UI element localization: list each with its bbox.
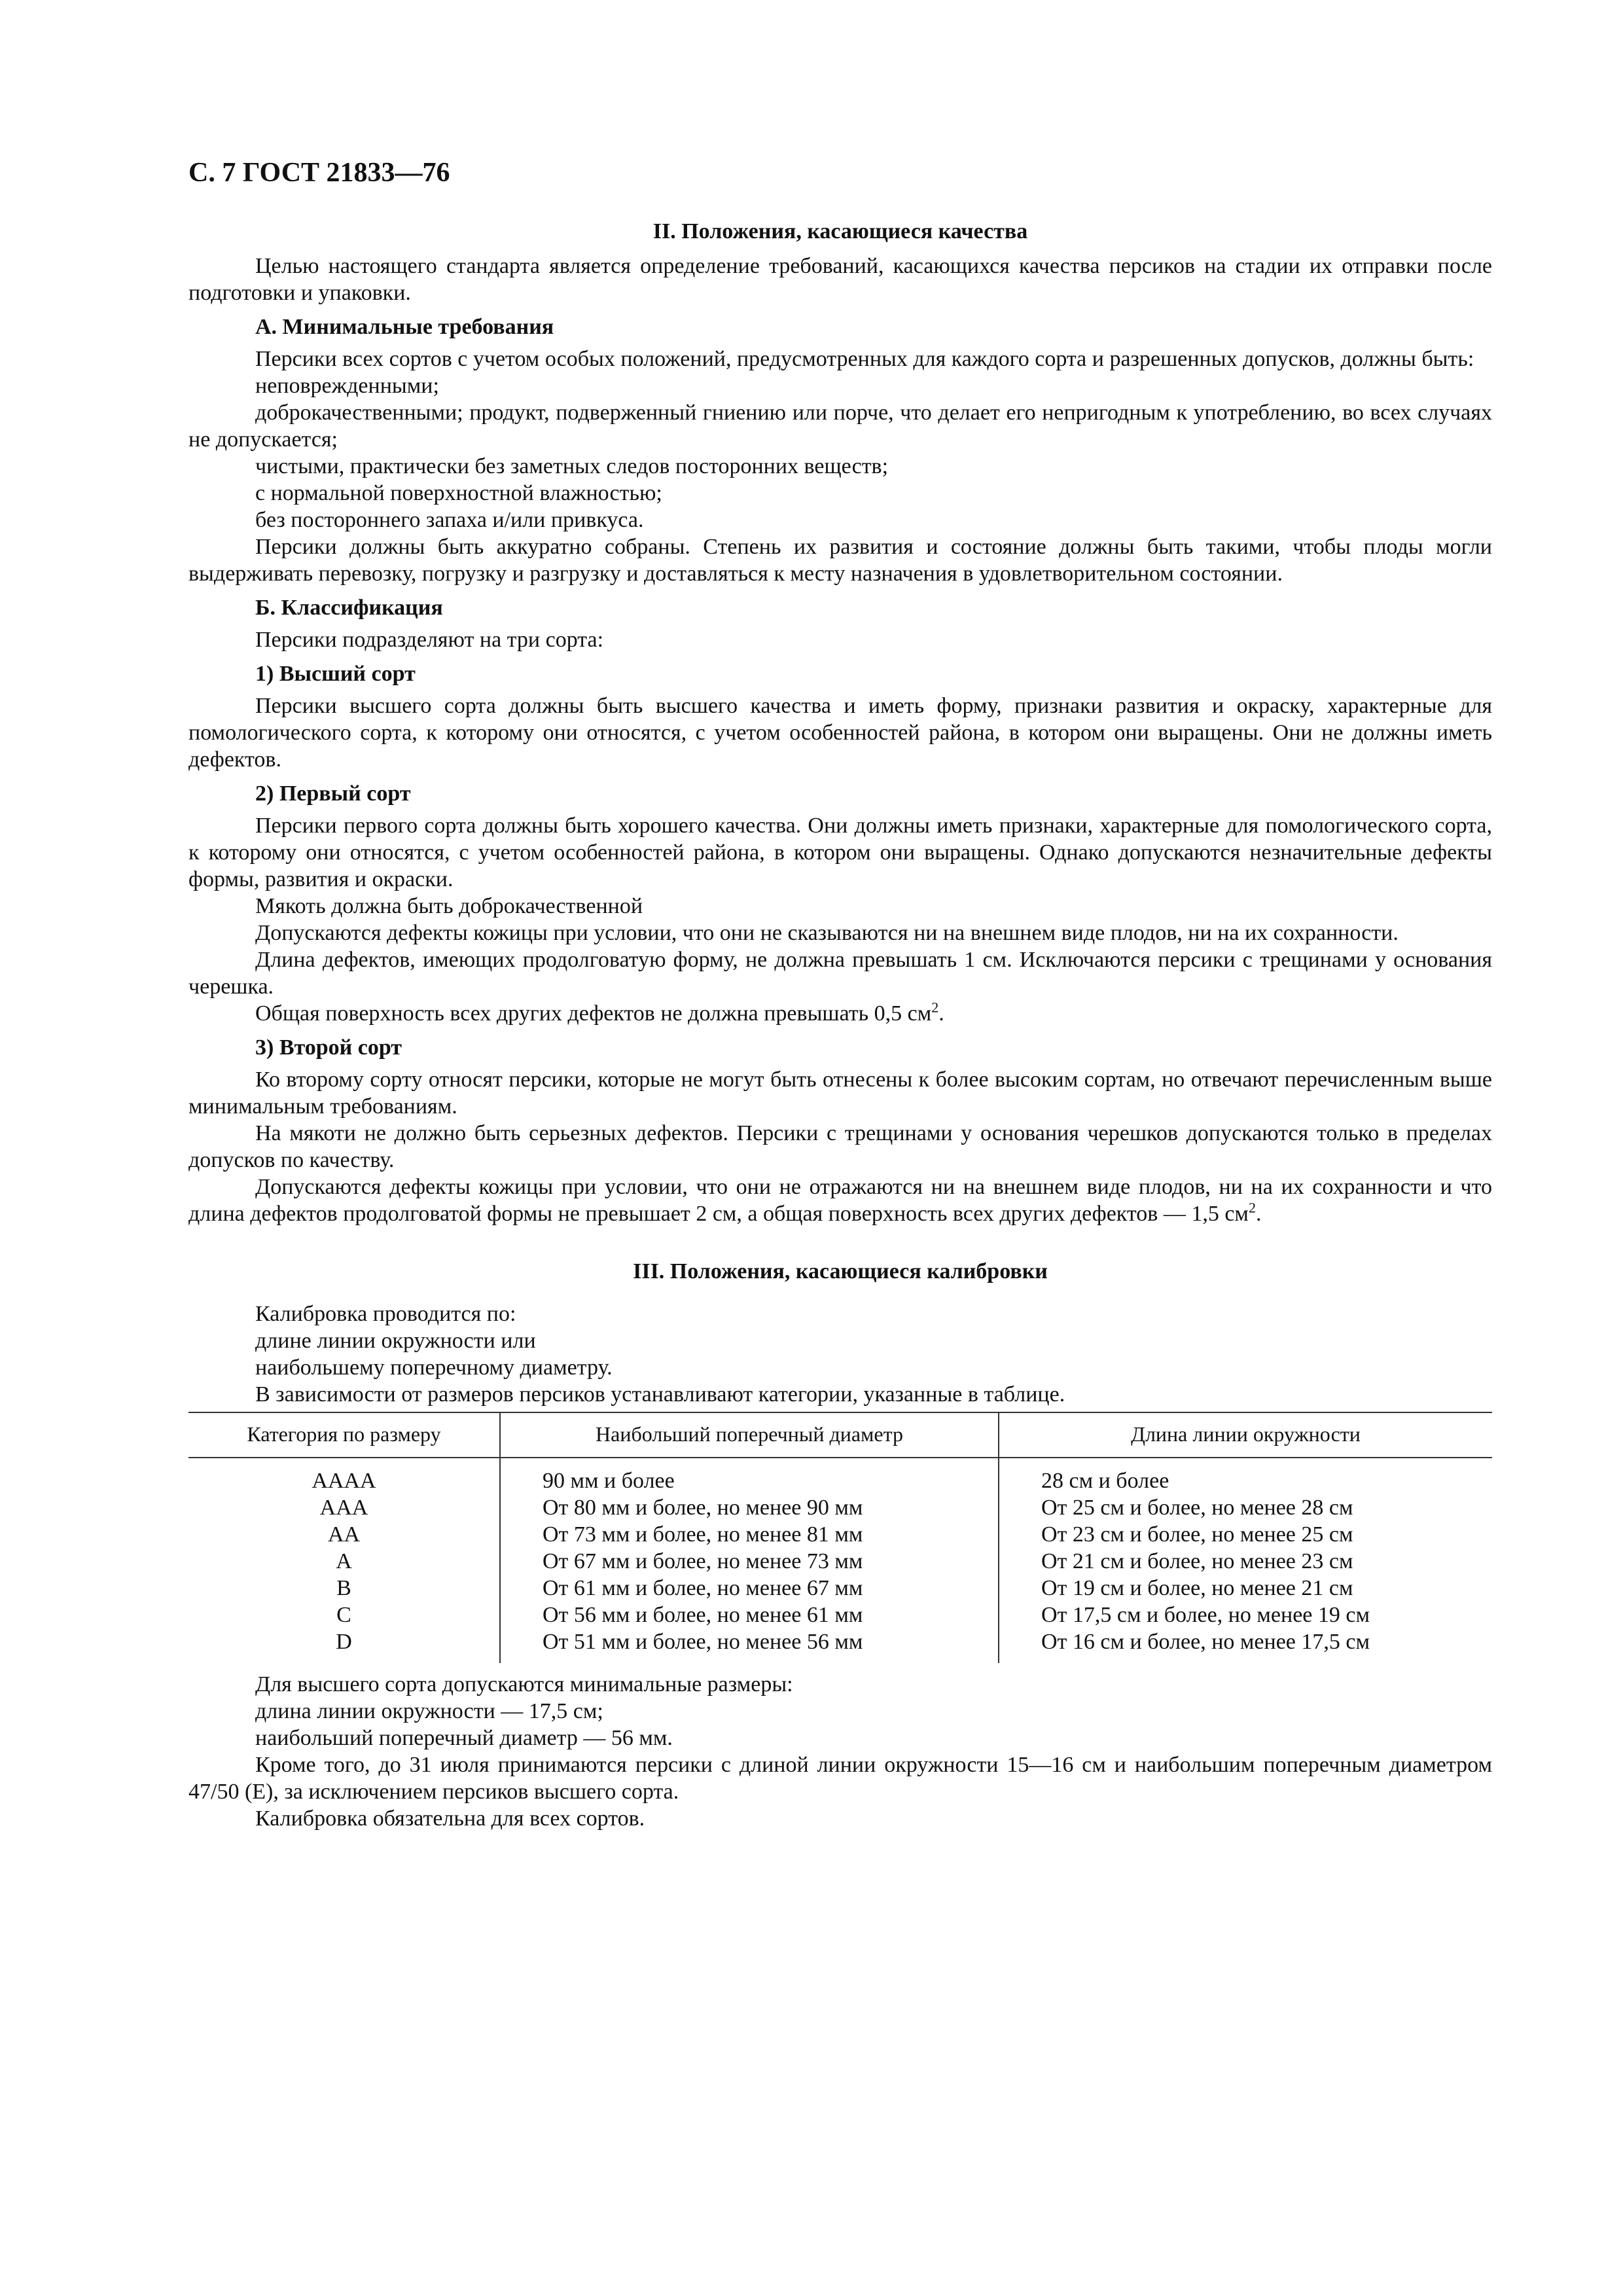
paragraph: Ко второму сорту относят персики, которые не могут быть отнесены к более высоким сортам, но отвечают перечисленным выше минимальным требованиям.: [188, 1067, 1492, 1119]
list-item: чистыми, практически без заметных следов посторонних веществ;: [255, 454, 889, 478]
paragraph: В зависимости от размеров персиков устанавливают категории, указанные в таблице.: [255, 1382, 1065, 1407]
paragraph: Мякоть должна быть доброкачественной: [255, 894, 643, 918]
diameter-cell: От 67 мм и более, но менее 73 мм: [500, 1548, 999, 1575]
paragraph-end: .: [1255, 1202, 1262, 1226]
header-diameter: Наибольший поперечный диаметр: [500, 1412, 999, 1458]
paragraph: Персики должны быть аккуратно собраны. Степень их развития и состояние должны быть такими, чтобы плоды могли выдерживать перевозку, погрузку и разгрузку и доставляться к месту назначения в удовлетворительном состоянии.: [188, 535, 1492, 586]
section-2-title: II. Положения, касающиеся качества: [652, 219, 1028, 243]
grade-premium-title: 1) Высший сорт: [255, 662, 416, 686]
superscript: 2: [1248, 1199, 1256, 1216]
paragraph: Длина дефектов, имеющих продолговатую форму, не должна превышать 1 см. Исключаются персики с трещинами у основания черешка.: [188, 948, 1492, 999]
diameter-cell: От 80 мм и более, но менее 90 мм: [500, 1494, 999, 1521]
paragraph: Персики высшего сорта должны быть высшего качества и иметь форму, признаки развития и окраску, характерные для помологического сорта, к которому они относятся, с учетом особенностей района, в котором они выращены. Они не должны иметь дефектов.: [188, 694, 1492, 772]
table-row: [188, 1458, 1492, 1494]
list-item: с нормальной поверхностной влажностью;: [255, 481, 662, 505]
header-circumference: Длина линии окружности: [999, 1412, 1492, 1458]
category-cell: AAA: [319, 1496, 368, 1520]
table-row: [188, 1521, 1492, 1548]
circumference-cell: От 21 см и более, но менее 23 см: [999, 1548, 1492, 1575]
circumference-cell: От 23 см и более, но менее 25 см: [999, 1521, 1492, 1548]
grade-first-title: 2) Первый сорт: [255, 781, 411, 806]
list-item: наибольший поперечный диаметр — 56 мм.: [255, 1726, 673, 1750]
classification-title: Б. Классификация: [255, 596, 443, 620]
superscript: 2: [931, 999, 939, 1016]
list-item: наибольшему поперечному диаметру.: [255, 1355, 613, 1380]
paragraph-text: Допускаются дефекты кожицы при условии, что они не отражаются ни на внешнем виде плодов, ни на их сохранности и что длина дефектов продолговатой формы не превышает 2 см, а общая поверхность всех других дефектов — 1,5 см: [188, 1175, 1492, 1226]
grade-second-title: 3) Второй сорт: [255, 1035, 402, 1060]
paragraph: На мякоти не должно быть серьезных дефектов. Персики с трещинами у основания черешков допускаются только в пределах допусков по качеству.: [188, 1121, 1492, 1172]
paragraph: Персики всех сортов с учетом особых положений, предусмотренных для каждого сорта и разрешенных допусков, должны быть:: [255, 347, 1474, 371]
diameter-cell: От 73 мм и более, но менее 81 мм: [500, 1521, 999, 1548]
paragraph-end: .: [938, 1001, 944, 1026]
category-cell: A: [336, 1549, 352, 1573]
list-item: длине линии окружности или: [255, 1329, 536, 1353]
paragraph: [188, 1000, 1492, 1027]
diameter-cell: От 61 мм и более, но менее 67 мм: [500, 1575, 999, 1602]
paragraph: Кроме того, до 31 июля принимаются персики с длиной линии окружности 15—16 см и наибольшим поперечным диаметром 47/50 (Е), за исключением персиков высшего сорта.: [188, 1753, 1492, 1804]
table-row: [188, 1628, 1492, 1663]
paragraph: Допускаются дефекты кожицы при условии, что они не сказываются ни на внешнем виде плодов, ни на их сохранности.: [255, 921, 1399, 945]
section-3-title: III. Положения, касающиеся калибровки: [633, 1259, 1048, 1283]
category-cell: AAAA: [312, 1469, 376, 1493]
list-item: длина линии окружности — 17,5 см;: [255, 1699, 603, 1723]
circumference-cell: От 16 см и более, но менее 17,5 см: [999, 1628, 1492, 1663]
document-page: [188, 154, 1492, 1832]
size-category-table: [188, 1412, 1492, 1663]
category-cell: C: [336, 1603, 351, 1627]
table-row: [188, 1575, 1492, 1602]
section-2-intro: Целью настоящего стандарта является определение требований, касающихся качества персиков на стадии их отправки после подготовки и упаковки.: [188, 254, 1492, 305]
page-header: С. 7 ГОСТ 21833—76: [188, 158, 450, 188]
diameter-cell: От 51 мм и более, но менее 56 мм: [500, 1628, 999, 1663]
paragraph: Персики подразделяют на три сорта:: [255, 628, 604, 652]
paragraph: Калибровка обязательна для всех сортов.: [255, 1806, 645, 1831]
table-row: [188, 1548, 1492, 1575]
diameter-cell: От 56 мм и более, но менее 61 мм: [500, 1602, 999, 1628]
circumference-cell: От 17,5 см и более, но менее 19 см: [999, 1602, 1492, 1628]
category-cell: B: [336, 1576, 351, 1600]
table-row: [188, 1602, 1492, 1628]
minimum-requirements-title: А. Минимальные требования: [255, 315, 554, 339]
paragraph: Для высшего сорта допускаются минимальные размеры:: [255, 1672, 793, 1696]
list-item: без постороннего запаха и/или привкуса.: [255, 508, 644, 532]
paragraph: Персики первого сорта должны быть хорошего качества. Они должны иметь признаки, характерные для помологического сорта, к которому они относятся, с учетом особенностей района, в котором они выращены. Однако допускаются незначительные дефекты формы, развития и окраски.: [188, 814, 1492, 891]
table-row: [188, 1494, 1492, 1521]
list-item: доброкачественными; продукт, подверженный гниению или порче, что делает его непригодным к употреблению, во всех случаях не допускается;: [188, 401, 1492, 452]
circumference-cell: От 25 см и более, но менее 28 см: [999, 1494, 1492, 1521]
circumference-cell: 28 см и более: [999, 1458, 1492, 1494]
category-cell: AA: [327, 1522, 361, 1547]
list-item: неповрежденными;: [255, 374, 439, 398]
paragraph: [188, 1174, 1492, 1227]
circumference-cell: От 19 см и более, но менее 21 см: [999, 1575, 1492, 1602]
paragraph-text: Общая поверхность всех других дефектов не должна превышать 0,5 см: [255, 1001, 932, 1026]
header-category: Категория по размеру: [188, 1412, 500, 1458]
table-header-row: [188, 1412, 1492, 1458]
category-cell: D: [336, 1630, 352, 1654]
paragraph: Калибровка проводится по:: [255, 1302, 516, 1326]
diameter-cell: 90 мм и более: [500, 1458, 999, 1494]
